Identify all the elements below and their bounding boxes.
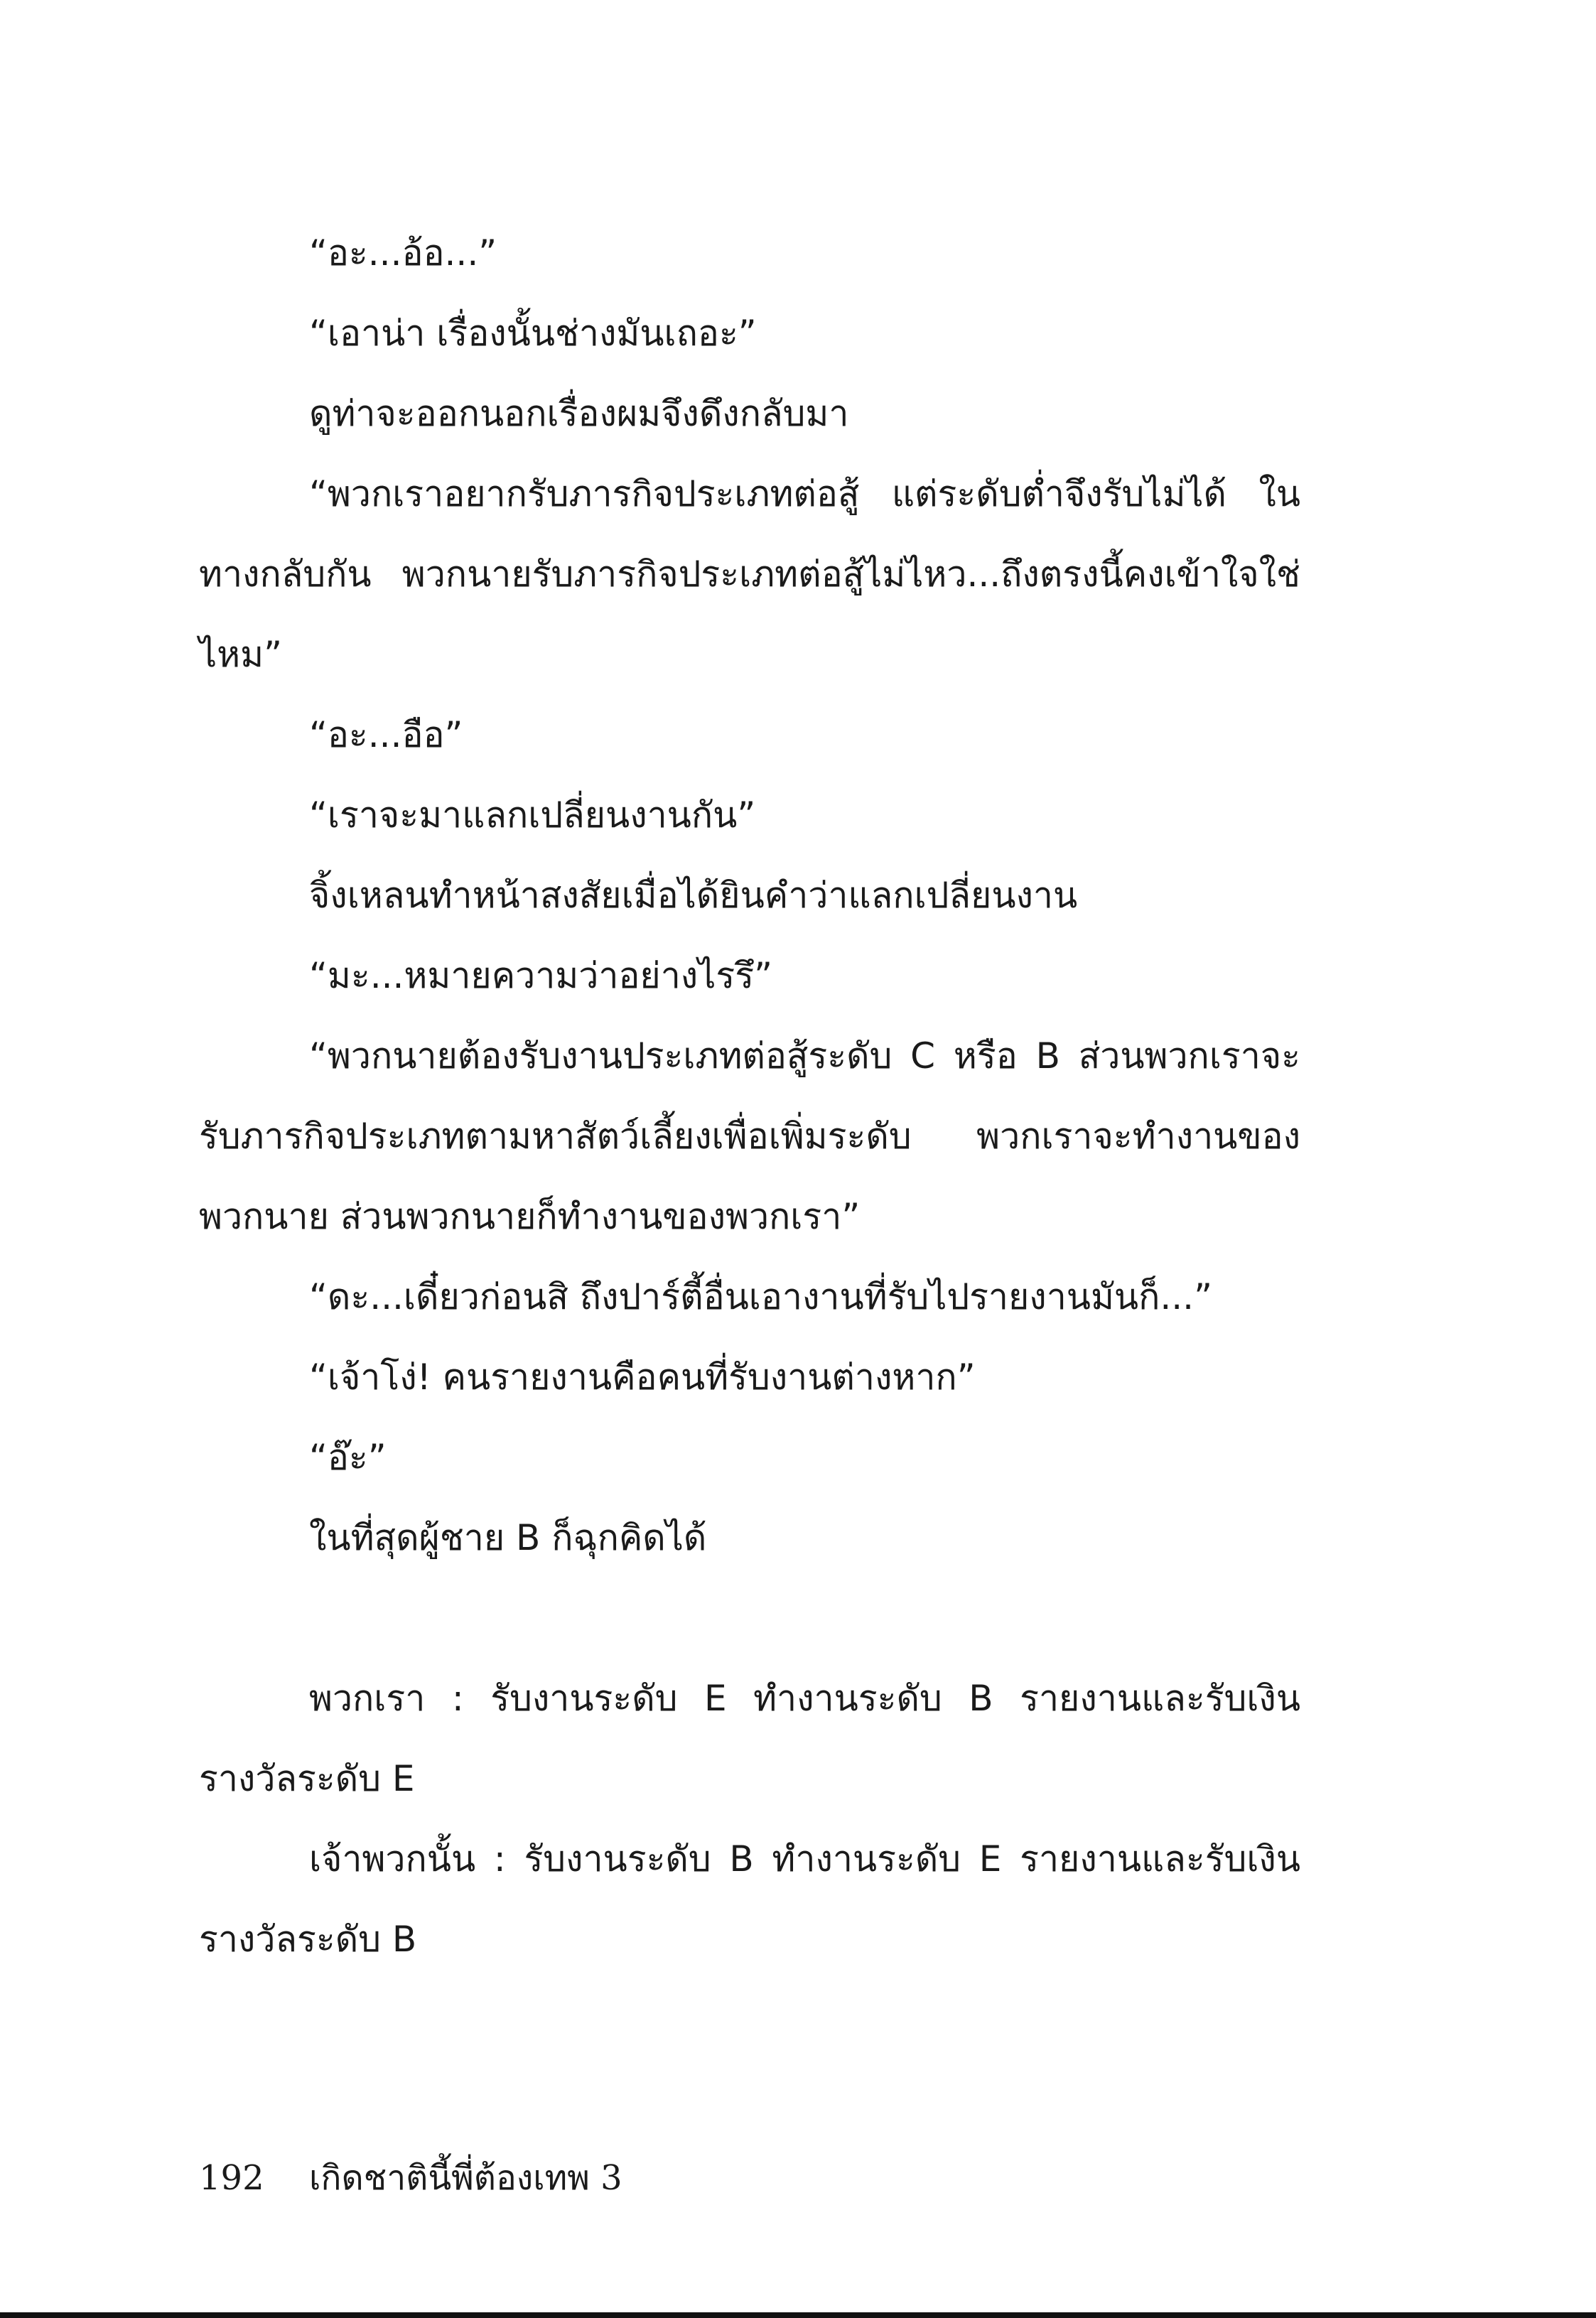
- paragraph: “เอาน่า เรื่องนั้นช่างมันเถอะ”: [309, 313, 757, 354]
- paragraph: จิ้งเหลนทำหน้าสงสัยเมื่อได้ยินคำว่าแลกเปลี่ยนงาน: [309, 875, 1078, 916]
- section-gap: [199, 1578, 1300, 1659]
- paragraph: ดูท่าจะออกนอกเรื่องผมจึงดึงกลับมา: [309, 393, 849, 434]
- paragraph: “อะ...อือ”: [309, 714, 463, 755]
- paragraph: “พวกนายต้องรับงานประเภทต่อสู้ระดับ C หรือ B ส่วนพวกเราจะรับภารกิจประเภทตามหาสัตว์เลี้ยงเพื่อเพิ่มระดับ พวกเราจะทำงานของพวกนาย ส่วนพวกนายก็ทำงานของพวกเรา”: [199, 1035, 1300, 1237]
- paragraph: “อะ...อ้อ...”: [309, 232, 497, 274]
- paragraph: “ดะ...เดี๋ยวก่อนสิ ถึงปาร์ตี้อื่นเอางานที่รับไปรายงานมันก็...”: [309, 1276, 1212, 1317]
- page-footer: [199, 2153, 622, 2203]
- paragraph: พวกเรา : รับงานระดับ E ทำงานระดับ B รายงานและรับเงินรางวัลระดับ E: [199, 1678, 1300, 1799]
- paragraph: “เจ้าโง่! คนรายงานคือคนที่รับงานต่างหาก”: [309, 1357, 976, 1398]
- page-number: 192: [199, 2158, 264, 2198]
- paragraph: ในที่สุดผู้ชาย B ก็ฉุกคิดได้: [309, 1517, 707, 1558]
- paragraph: “เราจะมาแลกเปลี่ยนงานกัน”: [309, 794, 756, 836]
- paragraph: “อ๊ะ”: [309, 1437, 387, 1478]
- bottom-edge-rule: [0, 2312, 1596, 2318]
- body-text: [199, 213, 1300, 1980]
- paragraph: “พวกเราอยากรับภารกิจประเภทต่อสู้ แต่ระดับต่ำจึงรับไม่ได้ ในทางกลับกัน พวกนายรับภารกิจประเภทต่อสู้ไม่ไหว...ถึงตรงนี้คงเข้าใจใช่ไหม”: [199, 473, 1300, 675]
- paragraph: “มะ...หมายความว่าอย่างไรรึ”: [309, 955, 772, 996]
- paragraph: เจ้าพวกนั้น : รับงานระดับ B ทำงานระดับ E รายงานและรับเงินรางวัลระดับ B: [199, 1838, 1300, 1960]
- book-title: เกิดชาตินี้พี่ต้องเทพ 3: [309, 2158, 622, 2198]
